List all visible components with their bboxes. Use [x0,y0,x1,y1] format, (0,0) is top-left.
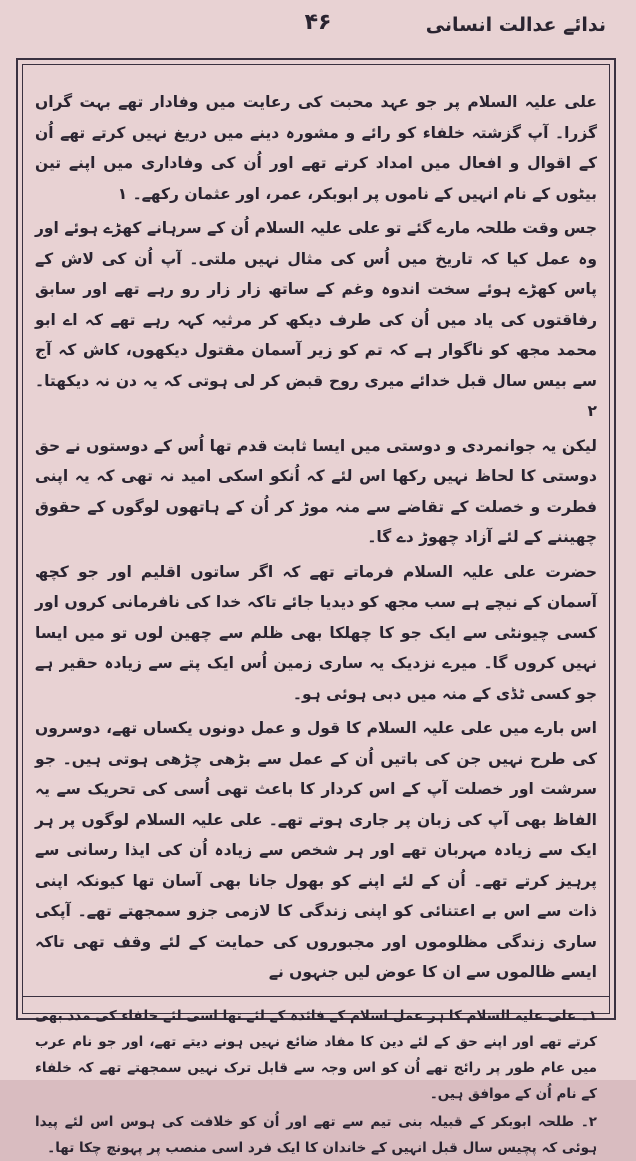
page-number: ۴۶ [304,10,332,35]
main-text [35,87,597,988]
running-title: ندائے عدالت انسانی [425,14,606,36]
footnote-divider [23,996,609,997]
paragraph: لیکن یہ جوانمردی و دوستی میں ایسا ثابت قدم تھا اُس کے دوستوں نے حق دوستی کا لحاظ نہیں رکھا اس لئے کہ اُنکو اسکی امید نہ تھی کہ یہ اپنی فطرت و خصلت کے تقاضے سے منہ موڑ کر اُن کے ہاتھوں لوگوں کے حقوق چھیننے کے لئے آزاد چھوڑ دے گا۔ [35,436,597,546]
footnotes [35,1003,597,1161]
footnote: ۲۔ طلحہ ابوبکر کے قبیلہ بنی تیم سے تھے اور اُن کو خلافت کی ہوس اس لئے پیدا ہوئی کہ پچیس سال قبل انہیں کے خاندان کا ایک فرد اسی منصب پر پہونچ چکا تھا۔ [35,1113,597,1156]
footnote: ۱۔ علی علیہ السلام کا ہر عمل اسلام کے فائدہ کے لئے تھا اسی لئے خلفاء کی مدد بھی کرتے تھے اور اپنے حق کے لئے دین کا مفاد ضائع نہیں ہونے دیتے تھے، اور جو نام عرب میں عام طور پر رائج تھے اُن کو اس وجہ سے قابل ترک نہیں سمجھتے تھے کہ خلفاء کے نام اُن کے موافق ہیں۔ [35,1007,597,1102]
page-header [30,6,606,46]
paragraph: حضرت علی علیہ السلام فرماتے تھے کہ اگر ساتوں اقلیم اور جو کچھ آسمان کے نیچے ہے سب مجھ کو دیدیا جائے تاکہ خدا کی نافرمانی کروں اور کسی چیونٹی سے ایک جو کا چھلکا بھی ظلم سے چھین لوں تو میں ایسا نہیں کروں گا۔ میرے نزدیک یہ ساری زمین اُس ایک پتے سے زیادہ حقیر ہے جو کسی ٹڈی کے منہ میں دبی ہوئی ہو۔ [35,562,597,703]
paragraph: اس بارے میں علی علیہ السلام کا قول و عمل دونوں یکساں تھے، دوسروں کی طرح نہیں جن کی باتیں اُن کے عمل سے بڑھی چڑھی ہوتی ہیں۔ جو سرشت اور خصلت آپ کے اس کردار کا باعث تھی اُسی کی تحریک سے یہ الفاظ بھی آپ کی زبان پر جاری ہوتے تھے۔ علی علیہ السلام لوگوں پر ہر ایک سے زیادہ مہربان تھے اور ہر شخص سے زیادہ اُن کی ایذا رسانی سے پرہیز کرتے تھے۔ اُن کے لئے اپنے کو بھول جانا بھی آسان تھا کیونکہ اپنی ذات سے اس بے اعتنائی کو اپنی زندگی کا لازمی جزو سمجھتے تھے۔ آپکی ساری زندگی مظلوموں اور مجبوروں کی حمایت کے لئے وقف تھی تاکہ ایسے ظالموں سے ان کا عوض لیں جنہوں نے [35,719,597,981]
paragraph: علی علیہ السلام پر جو عہد محبت کی رعایت میں وفادار تھے بہت گراں گزرا۔ آپ گزشتہ خلفاء کو رائے و مشورہ دینے میں دریغ نہیں کرتے تھے اُن کے اقوال و افعال میں امداد کرتے تھے اور اُن کی وفاداری میں اپنے تین بیٹوں کے نام انہیں کے ناموں پر ابوبکر، عمر، اور عثمان رکھے۔ ۱ [35,93,597,203]
text-frame [22,64,610,1156]
paragraph: جس وقت طلحہ مارے گئے تو علی علیہ السلام اُن کے سرہانے کھڑے ہوئے اور وہ عمل کیا کہ تاریخ میں اُس کی مثال نہیں ملتی۔ آپ اُن کی لاش کے پاس کھڑے ہوئے سخت اندوہ وغم کے ساتھ زار زار رو رہے تھے اور سابق رفاقتوں کی یاد میں اُن کی طرف دیکھ کر مرثیہ کہہ رہے تھے کہ اے ابو محمد مجھ کو ناگوار ہے کہ تم کو زیر آسمان مقتول دیکھوں، کاش کہ آج سے بیس سال قبل خدائے میری روح قبض کر لی ہوتی کہ یہ دن نہ دیکھتا۔ ۲ [35,219,597,420]
